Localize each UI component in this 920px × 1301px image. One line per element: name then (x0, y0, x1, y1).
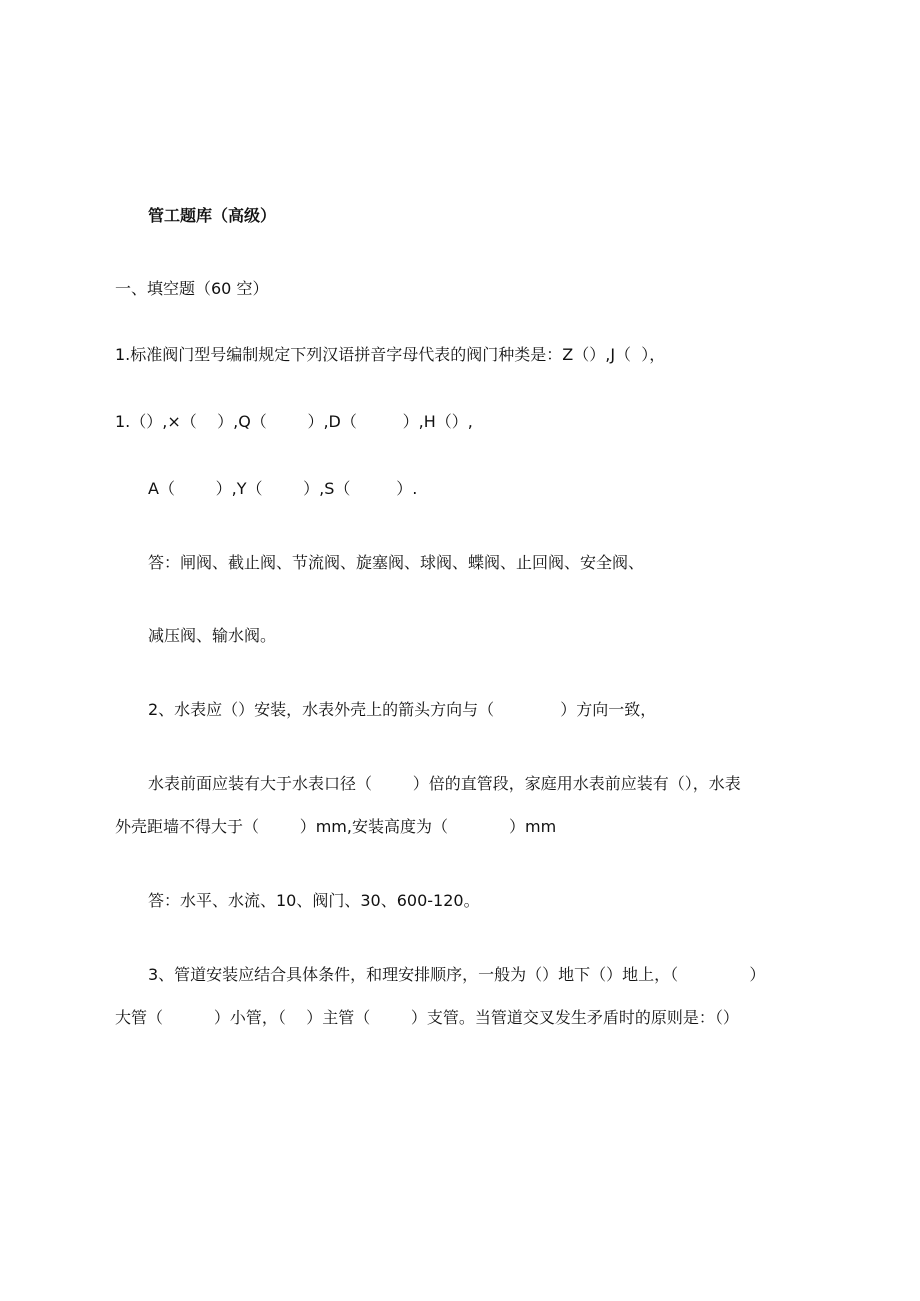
question-1-line-1: 1.标准阀门型号编制规定下列汉语拼音字母代表的阀门种类是：Z（）,J（ ）， (115, 345, 666, 364)
question-1-line-3: A（ ）,Y（ ）,S（ ）. (148, 479, 418, 498)
question-3-line-2: 大管（ ）小管，（ ）主管（ ）支管。当管道交叉发生矛盾时的原则是：（） (115, 1008, 739, 1027)
question-1-line-2: 1.（）,×（ ）,Q（ ）,D（ ）,H（）, (115, 412, 473, 431)
question-3-line-1: 3、管道安装应结合具体条件，和理安排顺序，一般为（）地下（）地上，（ ） (148, 965, 766, 984)
question-1-answer-line-1: 答：闸阀、截止阀、节流阀、旋塞阀、球阀、蝶阀、止回阀、安全阀、 (148, 553, 645, 572)
question-2-line-2: 水表前面应装有大于水表口径（ ）倍的直管段，家庭用水表前应装有（），水表 (148, 774, 741, 793)
document-title: 管工题库（高级） (148, 206, 277, 225)
section-heading: 一、填空题（60 空） (115, 279, 269, 298)
question-2-line-1: 2、水表应（）安装，水表外壳上的箭头方向与（ ）方向一致， (148, 700, 657, 719)
question-2-answer: 答：水平、水流、10、阀门、30、600-120。 (148, 891, 480, 910)
question-1-answer-line-2: 减压阀、输水阀。 (148, 626, 277, 645)
question-2-line-3: 外壳距墙不得大于（ ）mm,安装高度为（ ）mm (115, 817, 557, 836)
